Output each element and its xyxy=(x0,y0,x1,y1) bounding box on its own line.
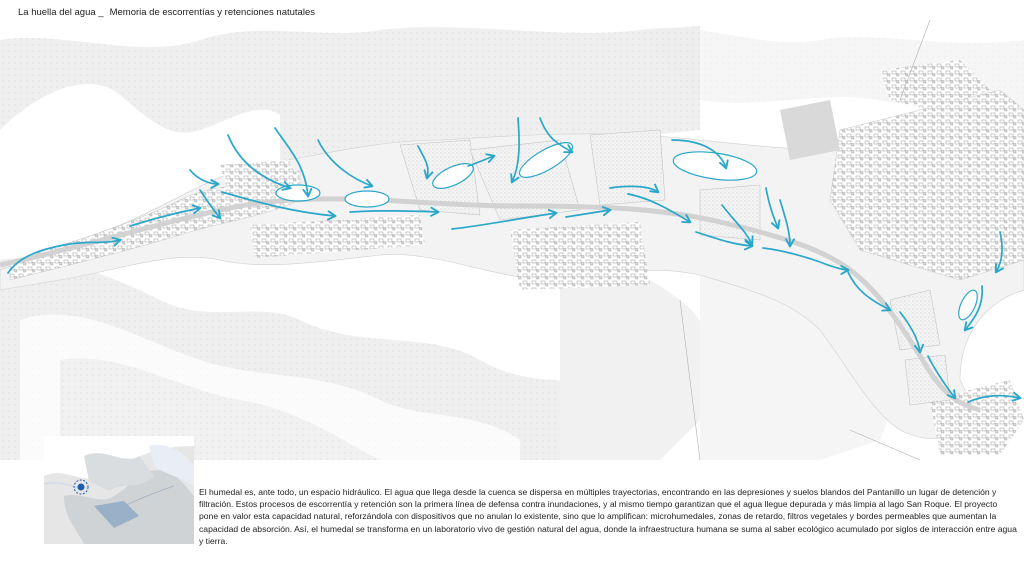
retention-pond xyxy=(345,191,389,207)
retention-pond xyxy=(276,185,320,201)
title-main: La huella del agua _ xyxy=(18,7,104,18)
description-text: El humedal es, ante todo, un espacio hidráulico. El agua que llega desde la cuenca se dispersa en múltiples trayectorias, encontrando en las depresiones y suelos blandos del Pantanillo un lugar de detención y filtración. Estos procesos de escorrentía y retención son la primera línea de defensa contra inundaciones, y al mismo tiempo garantizan que el agua llegue depurada y más limpia al lago San Roque. El proyecto pone en valor esta capacidad natural, reforzándola con dispositivos que no anulan lo existente, sino que lo amplifican: microhumedales, zonas de retardo, filtros vegetales y bordes permeables que aumentan la capacidad de absorción. Así, el humedal se transforma en un laboratorio vivo de gestión natural del agua, donde la infraestructura humana se suma al saber ecológico acumulado por siglos de interacción entre agua y tierra. xyxy=(199,487,1017,546)
location-inset-map xyxy=(44,436,194,544)
flow-arrow-icon xyxy=(350,211,438,212)
title-subtitle: Memoria de escorrentías y retenciones natutales xyxy=(109,7,315,18)
